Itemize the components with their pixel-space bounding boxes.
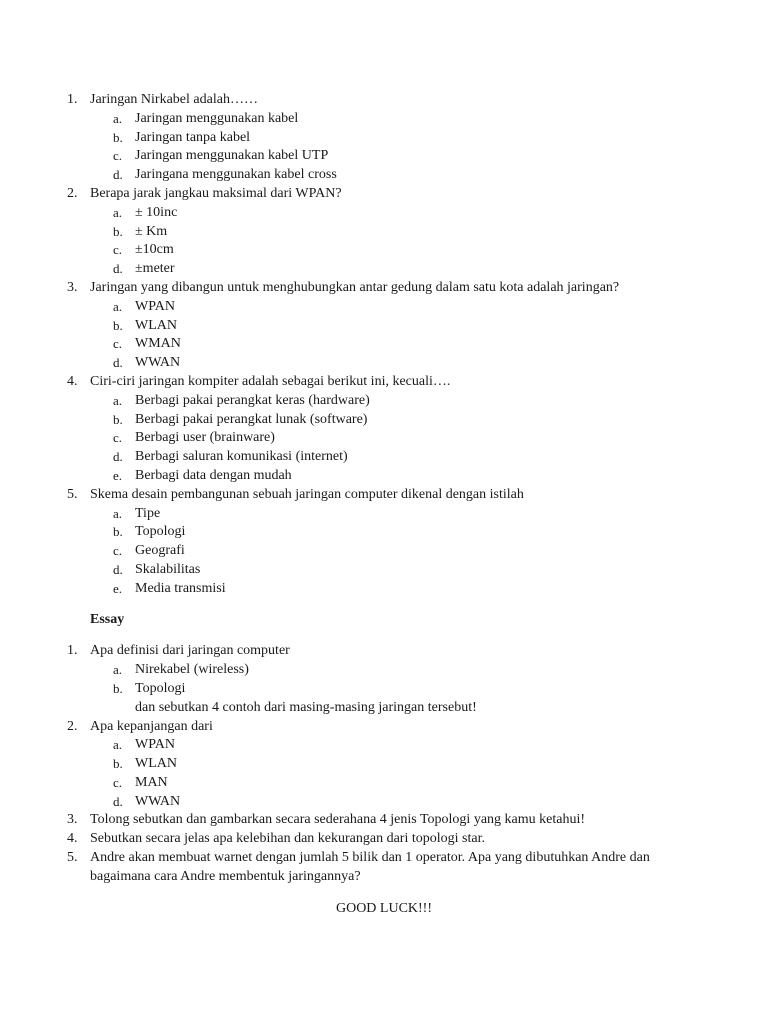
option-letter: e. [113,467,123,483]
question-number: 1. [67,643,78,659]
option-text: Geografi [135,543,185,559]
option-text: Jaringan menggunakan kabel [135,110,299,126]
essay-option-1b [0,680,768,699]
option-5c [0,542,768,561]
question-text: Sebutkan secara jelas apa kelebihan dan kekurangan dari topologi star. [90,831,485,847]
option-letter: c. [113,774,123,790]
option-2c [0,241,768,260]
option-letter: c. [113,430,123,446]
essay-question-3 [0,811,768,830]
option-letter: a. [113,505,123,521]
option-letter: b. [113,524,123,540]
option-text: Skalabilitas [135,561,201,577]
option-text: ±10cm [135,242,174,258]
option-letter: d. [113,261,123,277]
option-letter: c. [113,242,123,258]
option-letter: a. [113,662,123,678]
question-number: 3. [67,812,78,828]
option-letter: b. [113,223,123,239]
option-3a [0,298,768,317]
option-text: Berbagi pakai perangkat lunak (software) [135,411,368,427]
essay-question-1 [0,642,768,661]
option-text: WWAN [135,355,181,371]
option-letter: a. [113,298,123,314]
option-3b [0,317,768,336]
question-1 [0,91,768,110]
option-1c [0,147,768,166]
essay-option-2a [0,736,768,755]
option-1d [0,166,768,185]
option-text: Jaringan menggunakan kabel UTP [135,148,329,164]
question-text: Jaringan Nirkabel adalah…… [90,92,258,107]
option-4c [0,429,768,448]
option-text: MAN [135,774,168,790]
question-number: 4. [67,831,78,847]
option-letter: d. [113,355,123,371]
option-letter: d. [113,167,123,183]
option-text: ±meter [135,261,175,277]
question-number: 3. [67,279,78,295]
option-letter: d. [113,561,123,577]
option-letter: b. [113,129,123,145]
option-text: Jaringan tanpa kabel [135,129,251,145]
option-text: WPAN [135,298,175,314]
option-text: Berbagi data dengan mudah [135,467,292,483]
question-number: 5. [67,486,78,502]
question-2 [0,185,768,204]
option-letter: d. [113,449,123,465]
question-number: 1. [67,92,78,107]
option-text: Tipe [135,505,161,521]
question-3 [0,279,768,298]
option-text: ± Km [135,223,168,239]
option-4b [0,411,768,430]
question-number: 2. [67,185,78,201]
option-4d [0,448,768,467]
option-letter: a. [113,392,123,408]
option-text: ± 10inc [135,204,178,220]
option-letter: b. [113,680,123,696]
option-4a [0,392,768,411]
option-letter: c. [113,336,123,352]
option-letter: b. [113,411,123,427]
option-2b [0,223,768,242]
option-5d [0,561,768,580]
option-letter: c. [113,148,123,164]
essay-section [0,611,768,887]
essay-question-1-note: dan sebutkan 4 contoh dari masing-masing jaringan tersebut! [135,699,477,715]
question-text: Jaringan yang dibangun untuk menghubungkan antar gedung dalam satu kota adalah jaringan? [90,279,620,295]
question-text: Berapa jarak jangkau maksimal dari WPAN? [90,185,342,201]
option-text: Topologi [135,680,186,696]
essay-option-2c [0,774,768,793]
question-text: Apa definisi dari jaringan computer [90,643,290,659]
question-text: Apa kepanjangan dari [90,718,213,734]
closing-text: GOOD LUCK!!! [335,900,433,916]
option-5e [0,580,768,599]
question-4 [0,373,768,392]
essay-option-2b [0,755,768,774]
option-letter: e. [113,580,123,596]
essay-question-2 [0,718,768,737]
option-text: WLAN [135,317,177,333]
question-text: Tolong sebutkan dan gambarkan secara sederahana 4 jenis Topologi yang kamu ketahui! [90,812,586,828]
question-text: Ciri-ciri jaringan kompiter adalah sebagai berikut ini, kecuali…. [90,373,451,389]
option-letter: a. [113,737,123,753]
option-2a [0,204,768,223]
essay-question-4 [0,830,768,849]
option-1b [0,129,768,148]
option-text: Media transmisi [135,580,226,596]
option-text: WWAN [135,793,181,809]
option-text: WMAN [135,336,181,352]
document-page [0,91,768,918]
question-text: Andre akan membuat warnet dengan jumlah 5 bilik dan 1 operator. Apa yang dibutuhkan Andre dan bagaimana cara Andre membentuk jaringannya? [90,850,650,884]
option-letter: a. [113,204,123,220]
option-2d [0,260,768,279]
option-text: Berbagi user (brainware) [135,430,275,446]
essay-heading: Essay [90,611,125,627]
option-3d [0,354,768,373]
question-number: 4. [67,373,78,389]
essay-question-5 [0,849,650,887]
question-text: Skema desain pembangunan sebuah jaringan computer dikenal dengan istilah [90,486,524,502]
option-1a [0,110,768,129]
option-text: Berbagi saluran komunikasi (internet) [135,449,348,465]
option-text: Jaringana menggunakan kabel cross [135,167,337,183]
option-4e [0,467,768,486]
question-number: 5. [67,850,78,866]
option-text: Topologi [135,524,186,540]
option-text: WPAN [135,737,175,753]
question-5 [0,486,768,505]
essay-option-1a [0,661,768,680]
option-letter: c. [113,543,123,559]
question-number: 2. [67,718,78,734]
option-letter: a. [113,110,123,126]
option-text: Nirekabel (wireless) [135,662,249,678]
option-5a [0,505,768,524]
essay-option-2d [0,793,768,812]
option-letter: b. [113,756,123,772]
option-5b [0,523,768,542]
option-letter: b. [113,317,123,333]
option-text: Berbagi pakai perangkat keras (hardware) [135,392,370,408]
multiple-choice-section [0,91,768,599]
option-text: WLAN [135,756,177,772]
option-letter: d. [113,793,123,809]
option-3c [0,335,768,354]
